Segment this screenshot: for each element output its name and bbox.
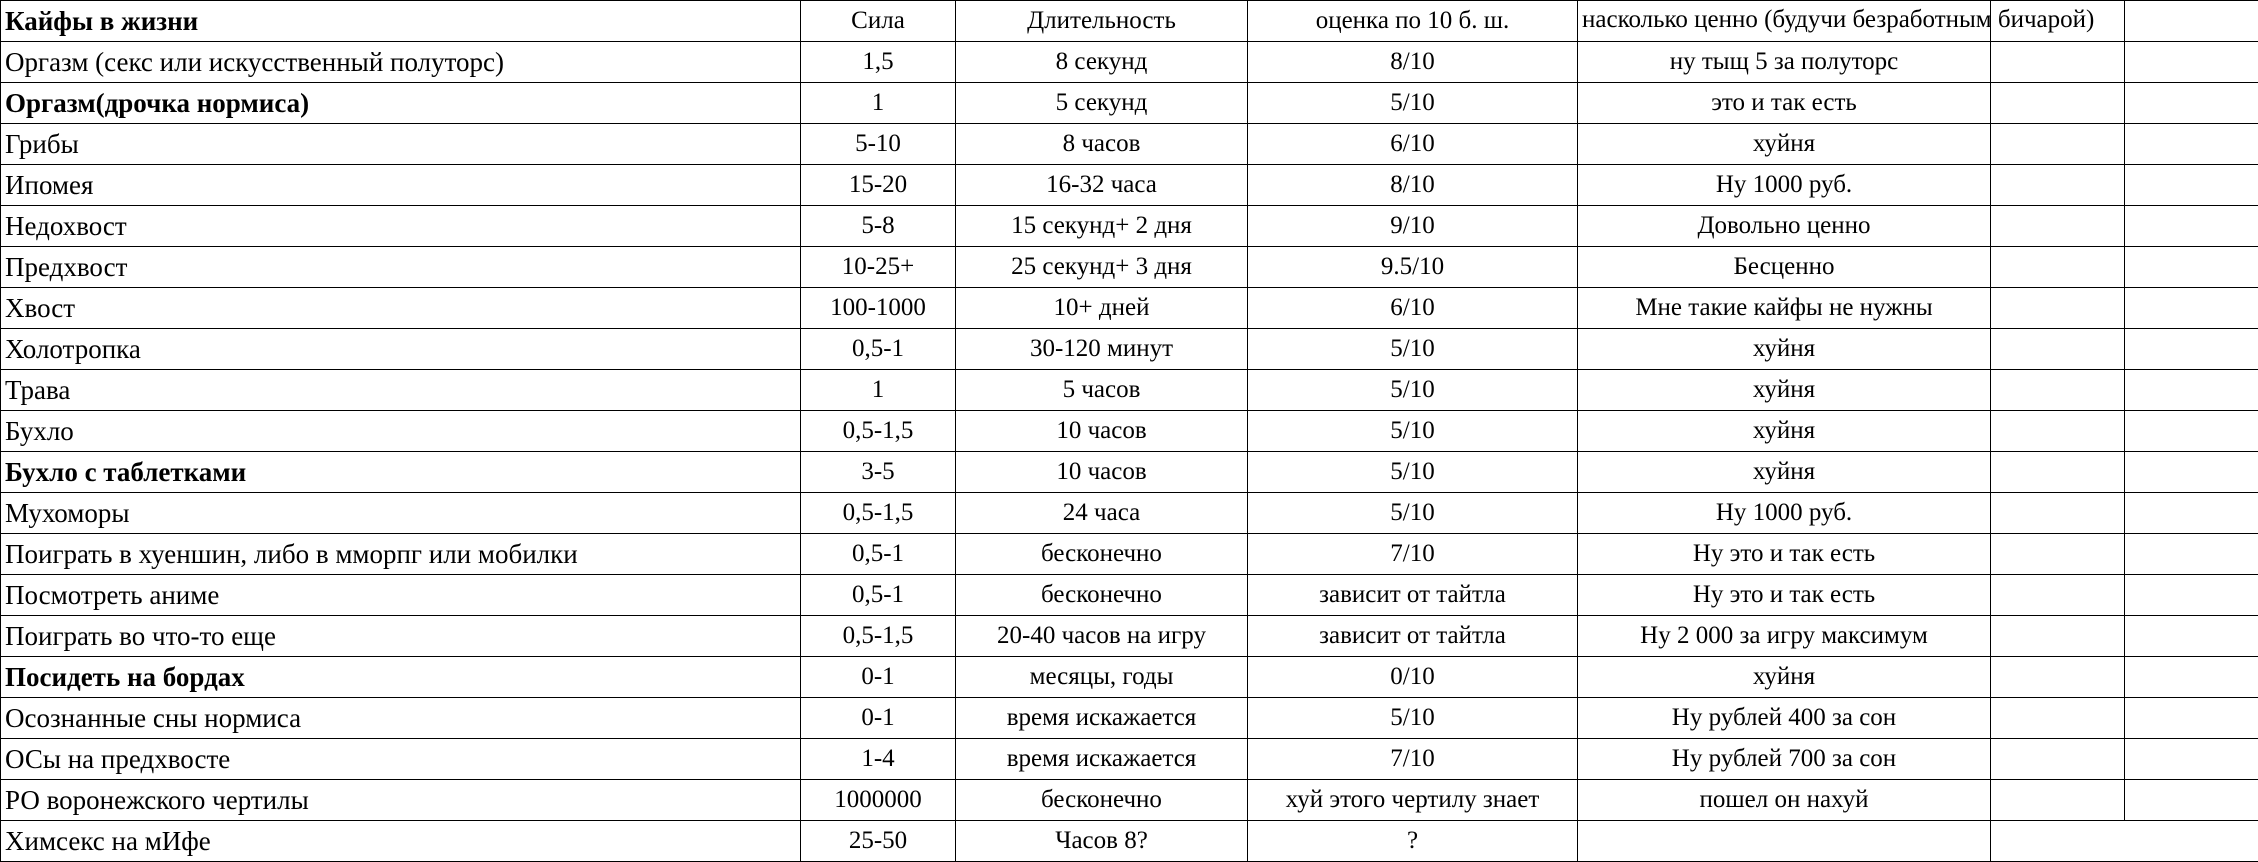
row-strength-cell[interactable]: 0-1 — [801, 698, 956, 739]
row-duration-cell[interactable]: 30-120 минут — [956, 329, 1248, 370]
row-rating-cell[interactable]: 5/10 — [1248, 370, 1578, 411]
row-empty-cell-5[interactable] — [1991, 575, 2125, 616]
row-empty-cell-5[interactable] — [1991, 821, 2125, 862]
table-body — [1, 1, 2258, 862]
row-duration-cell[interactable]: 25 секунд+ 3 дня — [956, 247, 1248, 288]
row-duration-cell[interactable]: месяцы, годы — [956, 657, 1248, 698]
row-empty-cell-6[interactable] — [2125, 329, 2258, 370]
row-empty-cell-6[interactable] — [2125, 616, 2258, 657]
row-empty-cell-5[interactable] — [1991, 616, 2125, 657]
row-empty-cell-5[interactable] — [1991, 657, 2125, 698]
row-strength-cell[interactable]: 5-8 — [801, 206, 956, 247]
row-label-cell[interactable]: Посидеть на бордах — [1, 657, 801, 698]
row-value-cell[interactable]: пошел он нахуй — [1578, 780, 1991, 821]
row-duration-cell[interactable]: 10 часов — [956, 452, 1248, 493]
row-rating-cell[interactable]: 6/10 — [1248, 288, 1578, 329]
header-cell-4[interactable] — [1578, 1, 1991, 42]
row-empty-cell-5[interactable] — [1991, 329, 2125, 370]
row-rating-cell[interactable]: зависит от тайтла — [1248, 616, 1578, 657]
row-value-cell[interactable]: Ну 1000 руб. — [1578, 493, 1991, 534]
table-row — [1, 288, 2258, 329]
row-duration-cell[interactable]: 5 часов — [956, 370, 1248, 411]
row-duration-cell[interactable]: 20-40 часов на игру — [956, 616, 1248, 657]
row-empty-cell-6[interactable] — [2125, 42, 2258, 83]
row-duration-cell[interactable]: 5 секунд — [956, 83, 1248, 124]
row-duration-cell[interactable]: Часов 8? — [956, 821, 1248, 862]
header-cell-title[interactable]: Кайфы в жизни — [1, 1, 801, 42]
row-label-cell[interactable]: Поиграть в хуеншин, либо в мморпг или мобилки — [1, 534, 801, 575]
row-label-cell[interactable]: Трава — [1, 370, 801, 411]
row-rating-cell[interactable]: 0/10 — [1248, 657, 1578, 698]
row-label-cell[interactable]: Предхвост — [1, 247, 801, 288]
row-value-cell[interactable]: хуйня — [1578, 411, 1991, 452]
row-label-cell[interactable]: ОСы на предхвосте — [1, 739, 801, 780]
row-empty-cell-6[interactable] — [2125, 452, 2258, 493]
row-strength-cell[interactable]: 100-1000 — [801, 288, 956, 329]
row-strength-cell[interactable]: 1,5 — [801, 42, 956, 83]
table-row — [1, 329, 2258, 370]
row-value-cell[interactable]: Бесценно — [1578, 247, 1991, 288]
table-row — [1, 780, 2258, 821]
table-header-row — [1, 1, 2258, 42]
row-rating-cell[interactable]: 5/10 — [1248, 83, 1578, 124]
row-value-cell[interactable]: Довольно ценно — [1578, 206, 1991, 247]
row-value-cell[interactable] — [1578, 821, 1991, 862]
row-label-cell[interactable]: Химсекс на мИфе — [1, 821, 801, 862]
table-row — [1, 452, 2258, 493]
row-empty-cell-5[interactable] — [1991, 288, 2125, 329]
row-duration-cell[interactable]: 10 часов — [956, 411, 1248, 452]
row-empty-cell-5[interactable] — [1991, 42, 2125, 83]
row-label-cell[interactable]: Бухло с таблетками — [1, 452, 801, 493]
row-rating-cell[interactable]: 5/10 — [1248, 329, 1578, 370]
header-cell-2[interactable]: Длительность — [956, 1, 1248, 42]
row-empty-cell-5[interactable] — [1991, 370, 2125, 411]
row-duration-cell[interactable]: 8 секунд — [956, 42, 1248, 83]
row-strength-cell[interactable]: 0,5-1,5 — [801, 493, 956, 534]
header-cell-3[interactable]: оценка по 10 б. ш. — [1248, 1, 1578, 42]
row-rating-cell[interactable]: 5/10 — [1248, 411, 1578, 452]
row-empty-cell-6[interactable] — [2125, 493, 2258, 534]
row-value-cell[interactable]: Ну 1000 руб. — [1578, 165, 1991, 206]
row-strength-cell[interactable]: 1 — [801, 370, 956, 411]
row-value-cell[interactable]: Мне такие кайфы не нужны — [1578, 288, 1991, 329]
row-empty-cell-5[interactable] — [1991, 206, 2125, 247]
row-empty-cell-6[interactable] — [2125, 124, 2258, 165]
row-label-cell[interactable]: Холотропка — [1, 329, 801, 370]
table-row — [1, 165, 2258, 206]
row-empty-cell-6[interactable] — [2125, 370, 2258, 411]
row-rating-cell[interactable]: 5/10 — [1248, 452, 1578, 493]
row-strength-cell[interactable]: 3-5 — [801, 452, 956, 493]
row-strength-cell[interactable]: 0,5-1,5 — [801, 411, 956, 452]
row-value-cell[interactable]: Ну рублей 700 за сон — [1578, 739, 1991, 780]
row-value-cell[interactable]: Ну 2 000 за игру максимум — [1578, 616, 1991, 657]
row-duration-cell[interactable]: 15 секунд+ 2 дня — [956, 206, 1248, 247]
row-empty-cell-6[interactable] — [2125, 534, 2258, 575]
row-duration-cell[interactable]: время искажается — [956, 739, 1248, 780]
row-value-cell[interactable]: хуйня — [1578, 452, 1991, 493]
row-strength-cell[interactable]: 0,5-1,5 — [801, 616, 956, 657]
row-empty-cell-5[interactable] — [1991, 411, 2125, 452]
row-rating-cell[interactable]: 9/10 — [1248, 206, 1578, 247]
row-rating-cell[interactable]: 5/10 — [1248, 493, 1578, 534]
row-empty-cell-6[interactable] — [2125, 575, 2258, 616]
row-strength-cell[interactable]: 1000000 — [801, 780, 956, 821]
row-strength-cell[interactable]: 1 — [801, 83, 956, 124]
row-value-cell[interactable]: Ну рублей 400 за сон — [1578, 698, 1991, 739]
row-duration-cell[interactable]: время искажается — [956, 698, 1248, 739]
row-rating-cell[interactable]: 8/10 — [1248, 165, 1578, 206]
table-row — [1, 739, 2258, 780]
row-label-cell[interactable]: Ипомея — [1, 165, 801, 206]
row-value-cell[interactable]: хуйня — [1578, 657, 1991, 698]
row-duration-cell[interactable]: бесконечно — [956, 780, 1248, 821]
row-strength-cell[interactable]: 5-10 — [801, 124, 956, 165]
row-value-cell[interactable]: это и так есть — [1578, 83, 1991, 124]
row-empty-cell-6[interactable] — [2125, 83, 2258, 124]
row-value-cell[interactable]: хуйня — [1578, 124, 1991, 165]
row-duration-cell[interactable]: бесконечно — [956, 575, 1248, 616]
table-row — [1, 698, 2258, 739]
row-label-cell[interactable]: Бухло — [1, 411, 801, 452]
row-label-cell[interactable]: Оргазм (секс или искусственный полуторс) — [1, 42, 801, 83]
row-strength-cell[interactable]: 0-1 — [801, 657, 956, 698]
table-row — [1, 821, 2258, 862]
table-row — [1, 206, 2258, 247]
row-strength-cell[interactable]: 1-4 — [801, 739, 956, 780]
row-empty-cell-5[interactable] — [1991, 534, 2125, 575]
row-empty-cell-6[interactable] — [2125, 739, 2258, 780]
table-row — [1, 124, 2258, 165]
row-rating-cell[interactable]: 8/10 — [1248, 42, 1578, 83]
table-row — [1, 247, 2258, 288]
row-empty-cell-5[interactable] — [1991, 83, 2125, 124]
row-empty-cell-5[interactable] — [1991, 780, 2125, 821]
row-empty-cell-6[interactable] — [2125, 821, 2258, 862]
row-value-cell[interactable]: хуйня — [1578, 370, 1991, 411]
row-empty-cell-6[interactable] — [2125, 698, 2258, 739]
table-row — [1, 83, 2258, 124]
row-rating-cell[interactable]: 5/10 — [1248, 698, 1578, 739]
row-empty-cell-6[interactable] — [2125, 165, 2258, 206]
row-label-cell[interactable]: Мухоморы — [1, 493, 801, 534]
header-cell-1[interactable]: Сила — [801, 1, 956, 42]
row-empty-cell-6[interactable] — [2125, 780, 2258, 821]
table-row — [1, 42, 2258, 83]
row-value-cell[interactable]: хуйня — [1578, 329, 1991, 370]
row-empty-cell-5[interactable] — [1991, 247, 2125, 288]
row-value-cell[interactable]: Ну это и так есть — [1578, 575, 1991, 616]
row-empty-cell-5[interactable] — [1991, 493, 2125, 534]
row-empty-cell-5[interactable] — [1991, 698, 2125, 739]
row-rating-cell[interactable]: ? — [1248, 821, 1578, 862]
row-value-cell[interactable]: ну тыщ 5 за полуторс — [1578, 42, 1991, 83]
row-empty-cell-5[interactable] — [1991, 124, 2125, 165]
row-duration-cell[interactable]: 16-32 часа — [956, 165, 1248, 206]
row-duration-cell[interactable]: 24 часа — [956, 493, 1248, 534]
row-empty-cell-6[interactable] — [2125, 247, 2258, 288]
row-empty-cell-6[interactable] — [2125, 411, 2258, 452]
row-empty-cell-5[interactable] — [1991, 165, 2125, 206]
row-label-cell[interactable]: Грибы — [1, 124, 801, 165]
row-strength-cell[interactable]: 0,5-1 — [801, 329, 956, 370]
header-cell-empty-6[interactable] — [2125, 1, 2258, 42]
row-label-cell[interactable]: Хвост — [1, 288, 801, 329]
row-duration-cell[interactable]: бесконечно — [956, 534, 1248, 575]
table-row — [1, 616, 2258, 657]
header-cell-value-label: насколько ценно (будучи безработным бичарой) — [1582, 1, 2094, 39]
table-row — [1, 534, 2258, 575]
row-duration-cell[interactable]: 10+ дней — [956, 288, 1248, 329]
table-row — [1, 657, 2258, 698]
row-rating-cell[interactable]: хуй этого чертилу знает — [1248, 780, 1578, 821]
row-empty-cell-5[interactable] — [1991, 739, 2125, 780]
row-strength-cell[interactable]: 25-50 — [801, 821, 956, 862]
row-rating-cell[interactable]: 7/10 — [1248, 739, 1578, 780]
row-label-cell[interactable]: Осознанные сны нормиса — [1, 698, 801, 739]
row-label-cell[interactable]: Недохвост — [1, 206, 801, 247]
row-empty-cell-6[interactable] — [2125, 288, 2258, 329]
row-empty-cell-6[interactable] — [2125, 657, 2258, 698]
row-label-cell[interactable]: Поиграть во что-то еще — [1, 616, 801, 657]
row-label-cell[interactable]: Посмотреть аниме — [1, 575, 801, 616]
row-label-cell[interactable]: РО воронежского чертилы — [1, 780, 801, 821]
row-duration-cell[interactable]: 8 часов — [956, 124, 1248, 165]
row-empty-cell-5[interactable] — [1991, 452, 2125, 493]
row-empty-cell-6[interactable] — [2125, 206, 2258, 247]
row-rating-cell[interactable]: зависит от тайтла — [1248, 575, 1578, 616]
row-strength-cell[interactable]: 15-20 — [801, 165, 956, 206]
row-rating-cell[interactable]: 6/10 — [1248, 124, 1578, 165]
row-label-cell[interactable]: Оргазм(дрочка нормиса) — [1, 83, 801, 124]
table-row — [1, 493, 2258, 534]
row-strength-cell[interactable]: 0,5-1 — [801, 575, 956, 616]
row-strength-cell[interactable]: 10-25+ — [801, 247, 956, 288]
row-rating-cell[interactable]: 7/10 — [1248, 534, 1578, 575]
table-row — [1, 575, 2258, 616]
table-row — [1, 370, 2258, 411]
row-value-cell[interactable]: Ну это и так есть — [1578, 534, 1991, 575]
table-row — [1, 411, 2258, 452]
row-strength-cell[interactable]: 0,5-1 — [801, 534, 956, 575]
row-rating-cell[interactable]: 9.5/10 — [1248, 247, 1578, 288]
